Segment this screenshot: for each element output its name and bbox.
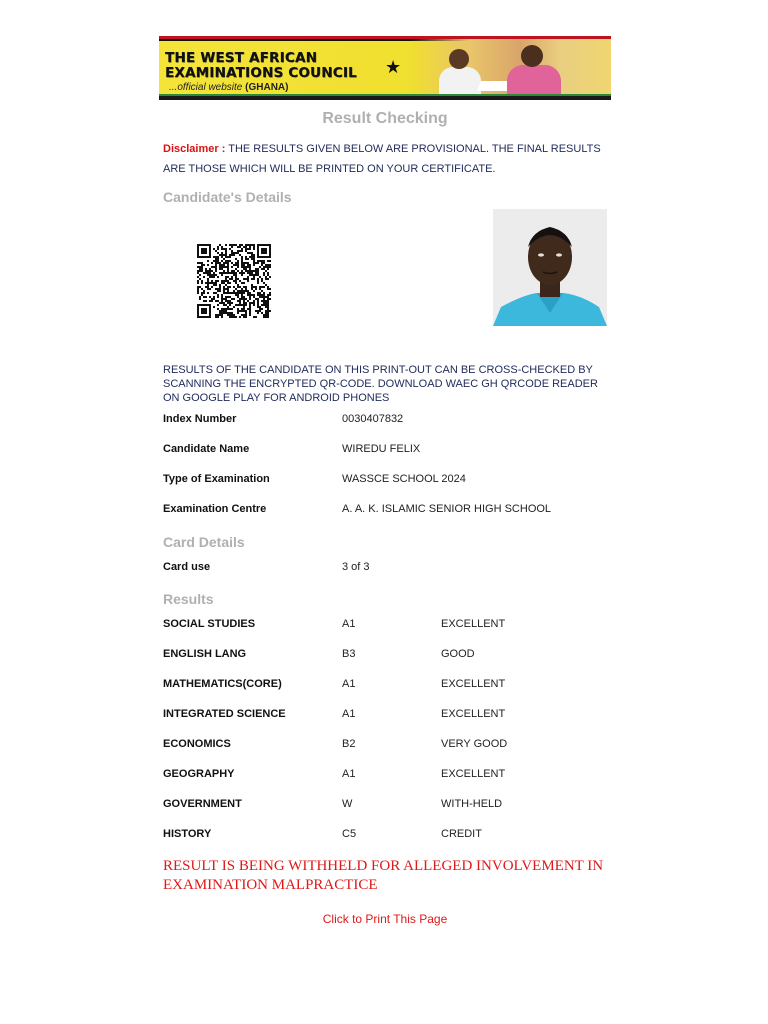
banner-bottom-stripe bbox=[159, 94, 611, 96]
exam-centre-value: A. A. K. ISLAMIC SENIOR HIGH SCHOOL bbox=[342, 503, 552, 515]
subject-remark: CREDIT bbox=[441, 828, 482, 840]
subject-remark: EXCELLENT bbox=[441, 618, 506, 630]
student-head-1 bbox=[449, 49, 469, 69]
banner-subtitle-country: (GHANA) bbox=[245, 82, 289, 93]
subject-grade: W bbox=[342, 798, 353, 810]
banner-title-line2: EXAMINATIONS COUNCIL bbox=[165, 65, 357, 81]
candidate-photo bbox=[493, 209, 607, 326]
page-title: Result Checking bbox=[322, 110, 448, 127]
banner-subtitle bbox=[169, 82, 288, 93]
banner-title-line1: THE WEST AFRICAN bbox=[165, 50, 318, 66]
exam-type-value: WASSCE SCHOOL 2024 bbox=[342, 473, 466, 485]
student-figure-2 bbox=[507, 65, 561, 97]
student-figure-1 bbox=[439, 67, 481, 97]
subject-grade: A1 bbox=[342, 708, 356, 720]
results-heading: Results bbox=[163, 591, 214, 607]
candidate-name-label: Candidate Name bbox=[163, 443, 250, 455]
print-page-link[interactable]: Click to Print This Page bbox=[322, 912, 448, 926]
subject-name: ENGLISH LANG bbox=[163, 648, 247, 660]
subject-remark: EXCELLENT bbox=[441, 708, 506, 720]
subject-name: INTEGRATED SCIENCE bbox=[163, 708, 286, 720]
disclaimer-text: THE RESULTS GIVEN BELOW ARE PROVISIONAL. THE FINAL RESULTS ARE THOSE WHICH WILL BE PRINTED ON YOUR CERTIFICATE. bbox=[163, 143, 601, 175]
subject-remark: VERY GOOD bbox=[441, 738, 508, 750]
subject-name: HISTORY bbox=[163, 828, 212, 840]
card-use-label: Card use bbox=[163, 561, 211, 573]
subject-grade: C5 bbox=[342, 828, 357, 840]
subject-remark: GOOD bbox=[441, 648, 475, 660]
subject-name: SOCIAL STUDIES bbox=[163, 618, 256, 630]
subject-grade: A1 bbox=[342, 678, 356, 690]
subject-remark: WITH-HELD bbox=[441, 798, 503, 810]
candidate-details-heading: Candidate's Details bbox=[163, 189, 292, 205]
subject-remark: EXCELLENT bbox=[441, 768, 506, 780]
disclaimer-label: Disclaimer : bbox=[163, 143, 226, 155]
card-use-value: 3 of 3 bbox=[342, 561, 370, 573]
student-head-2 bbox=[521, 45, 543, 67]
subject-grade: B2 bbox=[342, 738, 356, 750]
subject-remark: EXCELLENT bbox=[441, 678, 506, 690]
subject-name: GEOGRAPHY bbox=[163, 768, 235, 780]
index-number-value: 0030407832 bbox=[342, 413, 404, 425]
subject-grade: A1 bbox=[342, 618, 356, 630]
star-icon: ★ bbox=[385, 57, 402, 77]
subject-name: GOVERNMENT bbox=[163, 798, 242, 810]
waec-banner bbox=[159, 36, 611, 100]
subject-grade: B3 bbox=[342, 648, 356, 660]
result-page bbox=[159, 36, 611, 926]
card-details-heading: Card Details bbox=[163, 534, 245, 550]
exam-centre-label: Examination Centre bbox=[163, 503, 267, 515]
withheld-notice: RESULT IS BEING WITHHELD FOR ALLEGED INVOLVEMENT IN EXAMINATION MALPRACTICE bbox=[163, 858, 604, 893]
qr-crosscheck-note: RESULTS OF THE CANDIDATE ON THIS PRINT-OUT CAN BE CROSS-CHECKED BY SCANNING THE ENCRYPTED QR-CODE. DOWNLOAD WAEC GH QRCODE READER ON GOOGLE PLAY FOR ANDROID PHONES bbox=[163, 364, 598, 404]
exam-type-label: Type of Examination bbox=[163, 473, 270, 485]
candidate-name-value: WIREDU FELIX bbox=[342, 443, 421, 455]
disclaimer bbox=[163, 140, 607, 179]
subject-name: MATHEMATICS(CORE) bbox=[163, 678, 282, 690]
index-number-label: Index Number bbox=[163, 413, 237, 425]
subject-name: ECONOMICS bbox=[163, 738, 231, 750]
qr-code bbox=[197, 244, 271, 318]
banner-students-illustration bbox=[409, 39, 611, 96]
banner-subtitle-prefix: ...official website bbox=[169, 82, 243, 93]
subject-grade: A1 bbox=[342, 768, 356, 780]
